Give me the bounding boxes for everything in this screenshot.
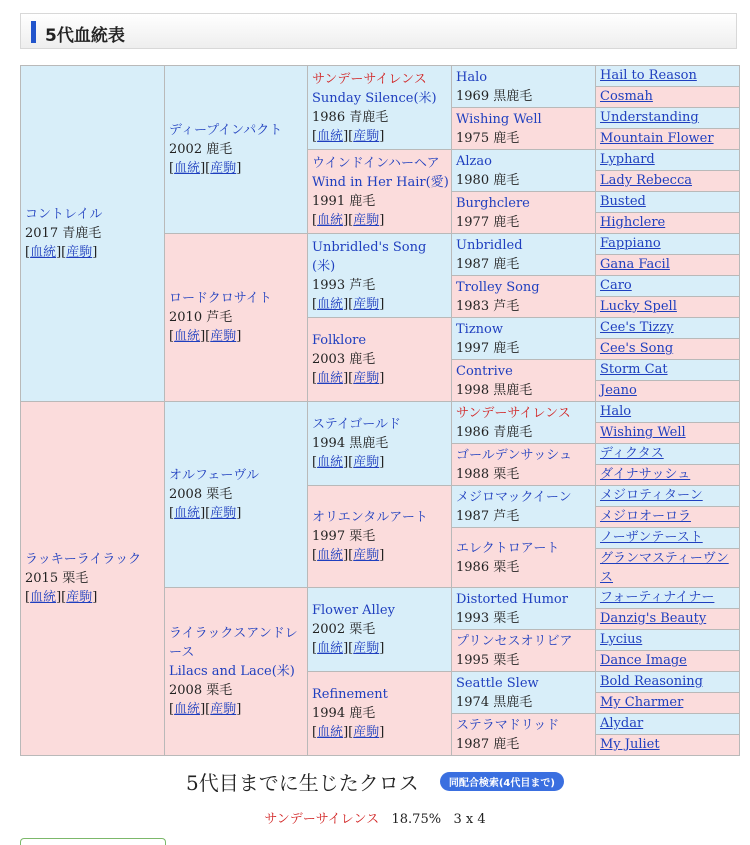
breeding-link[interactable]: 産駒 bbox=[210, 329, 237, 344]
horse-info: 1986 青鹿毛 bbox=[456, 424, 533, 440]
horse-name[interactable]: Caro bbox=[600, 278, 632, 293]
horse-links: [血統][産駒] bbox=[169, 161, 242, 176]
horse-links: [血統][産駒] bbox=[169, 329, 242, 344]
breeding-link[interactable]: 産駒 bbox=[353, 212, 380, 228]
horse-name[interactable]: Jeano bbox=[600, 383, 637, 398]
horse-name[interactable]: Trolley Song bbox=[456, 279, 540, 295]
horse-links: [血統][産駒] bbox=[169, 506, 242, 521]
horse-name[interactable]: Busted bbox=[600, 194, 646, 209]
horse-name[interactable]: Wishing Well bbox=[600, 425, 686, 440]
g5-cell bbox=[596, 192, 740, 213]
g4-cell bbox=[452, 588, 596, 630]
horse-info: 1991 鹿毛 bbox=[312, 193, 376, 209]
horse-info: 1986 栗毛 bbox=[456, 559, 520, 575]
horse-name[interactable]: Mountain Flower bbox=[600, 131, 714, 146]
horse-info: 2003 鹿毛 bbox=[312, 352, 376, 367]
cross-item bbox=[0, 808, 750, 827]
breeding-link[interactable]: 産駒 bbox=[353, 128, 380, 144]
g3-cell bbox=[308, 588, 452, 672]
g5-cell bbox=[596, 672, 740, 693]
g5-cell bbox=[596, 465, 740, 486]
g5-cell bbox=[596, 213, 740, 234]
breeding-link[interactable]: 産駒 bbox=[353, 455, 380, 470]
horse-name[interactable]: メジロマックイーン bbox=[456, 489, 572, 505]
horse-name[interactable]: オリエンタルアート bbox=[312, 510, 428, 525]
horse-name[interactable]: Tiznow bbox=[456, 321, 504, 337]
g5-cell bbox=[596, 651, 740, 672]
g4-cell bbox=[452, 360, 596, 402]
horse-name[interactable]: Understanding bbox=[600, 110, 699, 125]
g5-cell bbox=[596, 402, 740, 423]
g4-cell bbox=[452, 528, 596, 588]
pedigree-link[interactable]: 血統 bbox=[174, 329, 201, 344]
same-breeding-search-button[interactable]: 同配合検索(4代目まで) bbox=[440, 772, 564, 791]
g1-sire-cell bbox=[21, 66, 165, 402]
g2-cell bbox=[165, 234, 308, 402]
g4-cell bbox=[452, 234, 596, 276]
breeding-link[interactable]: 産駒 bbox=[66, 245, 93, 260]
horse-info: 1993 芦毛 bbox=[312, 277, 376, 293]
horse-info: 1975 鹿毛 bbox=[456, 130, 520, 146]
section-header bbox=[20, 13, 737, 49]
breeding-link[interactable]: 産駒 bbox=[353, 548, 380, 563]
g5-cell bbox=[596, 276, 740, 297]
breeding-link[interactable]: 産駒 bbox=[353, 371, 380, 386]
pedigree-link[interactable]: 血統 bbox=[317, 296, 344, 312]
pedigree-link[interactable]: 血統 bbox=[317, 128, 344, 144]
g5-cell bbox=[596, 150, 740, 171]
horse-name[interactable]: オルフェーヴル bbox=[169, 468, 259, 483]
pedigree-link[interactable]: 血統 bbox=[174, 506, 201, 521]
g5-cell bbox=[596, 108, 740, 129]
horse-name[interactable]: Lucky Spell bbox=[600, 299, 677, 314]
g3-cell bbox=[308, 672, 452, 756]
g4-cell bbox=[452, 486, 596, 528]
horse-name[interactable]: Burghclere bbox=[456, 195, 530, 211]
horse-links: [血統][産駒] bbox=[25, 590, 98, 605]
horse-info: 1987 鹿毛 bbox=[456, 736, 520, 752]
horse-name[interactable]: Cosmah bbox=[600, 89, 653, 104]
g3-cell bbox=[308, 486, 452, 588]
horse-name[interactable]: Hail to Reason bbox=[600, 68, 697, 83]
g5-cell bbox=[596, 528, 740, 549]
horse-links: [血統][産駒] bbox=[312, 548, 385, 563]
horse-name[interactable]: ステイゴールド bbox=[312, 417, 402, 432]
breeding-link[interactable]: 産駒 bbox=[210, 506, 237, 521]
horse-links: [血統][産駒] bbox=[169, 702, 242, 717]
g5-cell bbox=[596, 129, 740, 150]
horse-name[interactable]: サンデーサイレンス bbox=[456, 405, 571, 421]
g4-cell bbox=[452, 318, 596, 360]
horse-links: [血統][産駒] bbox=[312, 296, 385, 312]
g5-cell bbox=[596, 630, 740, 651]
pedigree-link[interactable]: 血統 bbox=[174, 161, 201, 176]
g4-cell bbox=[452, 276, 596, 318]
g5-cell bbox=[596, 609, 740, 630]
horse-links: [血統][産駒] bbox=[312, 371, 385, 386]
section-title: 5代血統表 bbox=[45, 26, 125, 46]
breeding-link[interactable]: 産駒 bbox=[353, 725, 380, 740]
breeding-link[interactable]: 産駒 bbox=[353, 641, 380, 656]
g4-cell bbox=[452, 714, 596, 756]
horse-name[interactable]: My Charmer bbox=[600, 695, 684, 710]
g5-cell bbox=[596, 588, 740, 609]
horse-name-en[interactable]: Wind in Her Hair(愛) bbox=[312, 174, 449, 190]
g5-cell bbox=[596, 693, 740, 714]
horse-name[interactable]: プリンセスオリビア bbox=[456, 633, 573, 649]
horse-name[interactable]: Fappiano bbox=[600, 236, 661, 251]
g2-cell bbox=[165, 588, 308, 756]
horse-links: [血統][産駒] bbox=[312, 725, 385, 740]
horse-name[interactable]: My Juliet bbox=[600, 737, 660, 752]
g5-cell bbox=[596, 318, 740, 339]
horse-info: 1988 栗毛 bbox=[456, 466, 520, 482]
g4-cell bbox=[452, 402, 596, 444]
g5-cell bbox=[596, 66, 740, 87]
horse-name[interactable]: Gana Facil bbox=[600, 257, 670, 272]
horse-info: 1977 鹿毛 bbox=[456, 214, 520, 230]
horse-name[interactable]: Folklore bbox=[312, 333, 367, 348]
horse-info: 1983 芦毛 bbox=[456, 298, 520, 314]
g5-cell bbox=[596, 714, 740, 735]
horse-links: [血統][産駒] bbox=[312, 128, 385, 144]
horse-name[interactable]: Cee's Song bbox=[600, 341, 674, 356]
g5-cell bbox=[596, 549, 740, 588]
g5-cell bbox=[596, 735, 740, 756]
g4-cell bbox=[452, 150, 596, 192]
cross-section-header bbox=[0, 767, 750, 796]
horse-name[interactable]: Wishing Well bbox=[456, 111, 542, 127]
horse-name[interactable]: Alzao bbox=[456, 153, 492, 169]
horse-name[interactable]: Unbridled's Song (米) bbox=[312, 239, 427, 274]
horse-name[interactable]: Danzig's Beauty bbox=[600, 611, 707, 626]
horse-info: 1998 黒鹿毛 bbox=[456, 382, 533, 398]
cross-title: 5代目までに生じたクロス bbox=[186, 771, 419, 795]
horse-name[interactable]: ダイナサッシュ bbox=[600, 467, 691, 482]
horse-info: 1987 鹿毛 bbox=[456, 256, 520, 272]
pedigree-link[interactable]: 血統 bbox=[317, 455, 344, 470]
horse-name[interactable]: Unbridled bbox=[456, 237, 523, 253]
horse-info: 2002 鹿毛 bbox=[169, 142, 233, 157]
horse-name[interactable]: ステラマドリッド bbox=[456, 717, 560, 733]
horse-links: [血統][産駒] bbox=[312, 641, 385, 656]
horse-name[interactable]: Contrive bbox=[456, 363, 513, 379]
horse-info: 1986 青鹿毛 bbox=[312, 109, 389, 125]
g5-cell bbox=[596, 171, 740, 192]
horse-info: 2008 栗毛 bbox=[169, 683, 233, 698]
pedigree-link[interactable]: 血統 bbox=[317, 212, 344, 228]
breeding-link[interactable]: 産駒 bbox=[353, 296, 380, 312]
horse-info: 2008 栗毛 bbox=[169, 487, 233, 502]
horse-name[interactable]: Bold Reasoning bbox=[600, 674, 703, 689]
cross-percent: 18.75% bbox=[391, 812, 442, 827]
horse-info: 1997 栗毛 bbox=[312, 529, 376, 544]
horse-name[interactable]: ノーザンテースト bbox=[600, 530, 703, 545]
horse-name-en[interactable]: Sunday Silence(米) bbox=[312, 90, 437, 106]
g4-cell bbox=[452, 444, 596, 486]
horse-name[interactable]: Halo bbox=[456, 69, 488, 85]
g5-cell bbox=[596, 297, 740, 318]
g5-cell bbox=[596, 87, 740, 108]
horse-name[interactable]: Refinement bbox=[312, 687, 388, 702]
g4-cell bbox=[452, 192, 596, 234]
horse-name[interactable]: メジロオーロラ bbox=[600, 509, 692, 524]
horse-info: 1980 鹿毛 bbox=[456, 172, 520, 188]
cross-horse-name[interactable]: サンデーサイレンス bbox=[264, 812, 380, 827]
horse-info: 1974 黒鹿毛 bbox=[456, 694, 533, 710]
horse-name[interactable]: ライラックスアンドレース bbox=[169, 626, 298, 660]
horse-name[interactable]: ディクタス bbox=[600, 446, 664, 461]
horse-name[interactable]: ディープインパクト bbox=[169, 123, 283, 138]
horse-info: 1997 鹿毛 bbox=[456, 340, 520, 356]
horse-name[interactable]: Distorted Humor bbox=[456, 591, 568, 607]
breeding-link[interactable]: 産駒 bbox=[66, 590, 93, 605]
horse-name[interactable]: Dance Image bbox=[600, 653, 687, 668]
g5-cell bbox=[596, 423, 740, 444]
horse-info: 2010 芦毛 bbox=[169, 310, 233, 325]
horse-info: 1994 鹿毛 bbox=[312, 706, 376, 721]
horse-links: [血統][産駒] bbox=[312, 455, 385, 470]
horse-info: 1995 栗毛 bbox=[456, 652, 520, 668]
horse-name-en[interactable]: Lilacs and Lace(米) bbox=[169, 664, 295, 679]
pedigree-link[interactable]: 血統 bbox=[317, 641, 344, 656]
pedigree-link[interactable]: 血統 bbox=[317, 371, 344, 386]
horse-name[interactable]: Flower Alley bbox=[312, 603, 395, 618]
g5-cell bbox=[596, 507, 740, 528]
pedigree-table bbox=[20, 65, 740, 756]
horse-name[interactable]: コントレイル bbox=[25, 207, 103, 222]
g2-cell bbox=[165, 402, 308, 588]
breeding-link[interactable]: 産駒 bbox=[210, 702, 237, 717]
pedigree-link[interactable]: 血統 bbox=[317, 548, 344, 563]
pedigree-link[interactable]: 血統 bbox=[317, 725, 344, 740]
pedigree-link[interactable]: 血統 bbox=[30, 590, 57, 605]
horse-name[interactable]: Lycius bbox=[600, 632, 643, 647]
horse-name[interactable]: Lady Rebecca bbox=[600, 173, 692, 188]
pedigree-link[interactable]: 血統 bbox=[174, 702, 201, 717]
horse-links: [血統][産駒] bbox=[312, 212, 385, 228]
horse-info: 1993 栗毛 bbox=[456, 610, 520, 626]
horse-name[interactable]: Halo bbox=[600, 404, 632, 419]
horse-name[interactable]: グランマスティーヴンス bbox=[600, 551, 729, 585]
horse-info: 2017 青鹿毛 bbox=[25, 226, 102, 241]
horse-name[interactable]: Lyphard bbox=[600, 152, 655, 167]
horse-name[interactable]: メジロティターン bbox=[600, 488, 703, 503]
horse-name[interactable]: ウインドインハーヘア bbox=[312, 155, 440, 171]
g4-cell bbox=[452, 672, 596, 714]
g4-cell bbox=[452, 108, 596, 150]
g3-cell bbox=[308, 234, 452, 318]
horse-name[interactable]: ロードクロサイト bbox=[169, 291, 272, 306]
horse-name[interactable]: Seattle Slew bbox=[456, 675, 539, 691]
g3-cell bbox=[308, 150, 452, 234]
horse-info: 2015 栗毛 bbox=[25, 571, 89, 586]
horse-info: 1987 芦毛 bbox=[456, 508, 520, 524]
g5-cell bbox=[596, 339, 740, 360]
horse-name[interactable]: サンデーサイレンス bbox=[312, 71, 427, 87]
g5-cell bbox=[596, 360, 740, 381]
g4-cell bbox=[452, 66, 596, 108]
g3-cell bbox=[308, 66, 452, 150]
cross-pattern: 3 x 4 bbox=[453, 812, 486, 827]
horse-name[interactable]: Storm Cat bbox=[600, 362, 668, 377]
g3-cell bbox=[308, 402, 452, 486]
horse-info: 1994 黒鹿毛 bbox=[312, 436, 389, 451]
g3-cell bbox=[308, 318, 452, 402]
horse-name[interactable]: フォーティナイナー bbox=[600, 590, 715, 605]
horse-info: 1969 黒鹿毛 bbox=[456, 88, 533, 104]
g5-cell bbox=[596, 234, 740, 255]
horse-name[interactable]: ラッキーライラック bbox=[25, 552, 142, 567]
horse-name[interactable]: Alydar bbox=[600, 716, 644, 731]
pedigree-link[interactable]: 血統 bbox=[30, 245, 57, 260]
horse-links: [血統][産駒] bbox=[25, 245, 98, 260]
horse-name[interactable]: エレクトロアート bbox=[456, 540, 560, 556]
g1-dam-cell bbox=[21, 402, 165, 756]
breeding-link[interactable]: 産駒 bbox=[210, 161, 237, 176]
g5-cell bbox=[596, 486, 740, 507]
horse-info: 2002 栗毛 bbox=[312, 622, 376, 637]
g5-cell bbox=[596, 255, 740, 276]
g4-cell bbox=[452, 630, 596, 672]
g2-cell bbox=[165, 66, 308, 234]
header-accent-bar bbox=[31, 21, 36, 43]
horse-name[interactable]: ゴールデンサッシュ bbox=[456, 447, 572, 463]
g5-cell bbox=[596, 381, 740, 402]
horse-name[interactable]: Highclere bbox=[600, 215, 666, 230]
horse-name[interactable]: Cee's Tizzy bbox=[600, 320, 674, 335]
g5-cell bbox=[596, 444, 740, 465]
